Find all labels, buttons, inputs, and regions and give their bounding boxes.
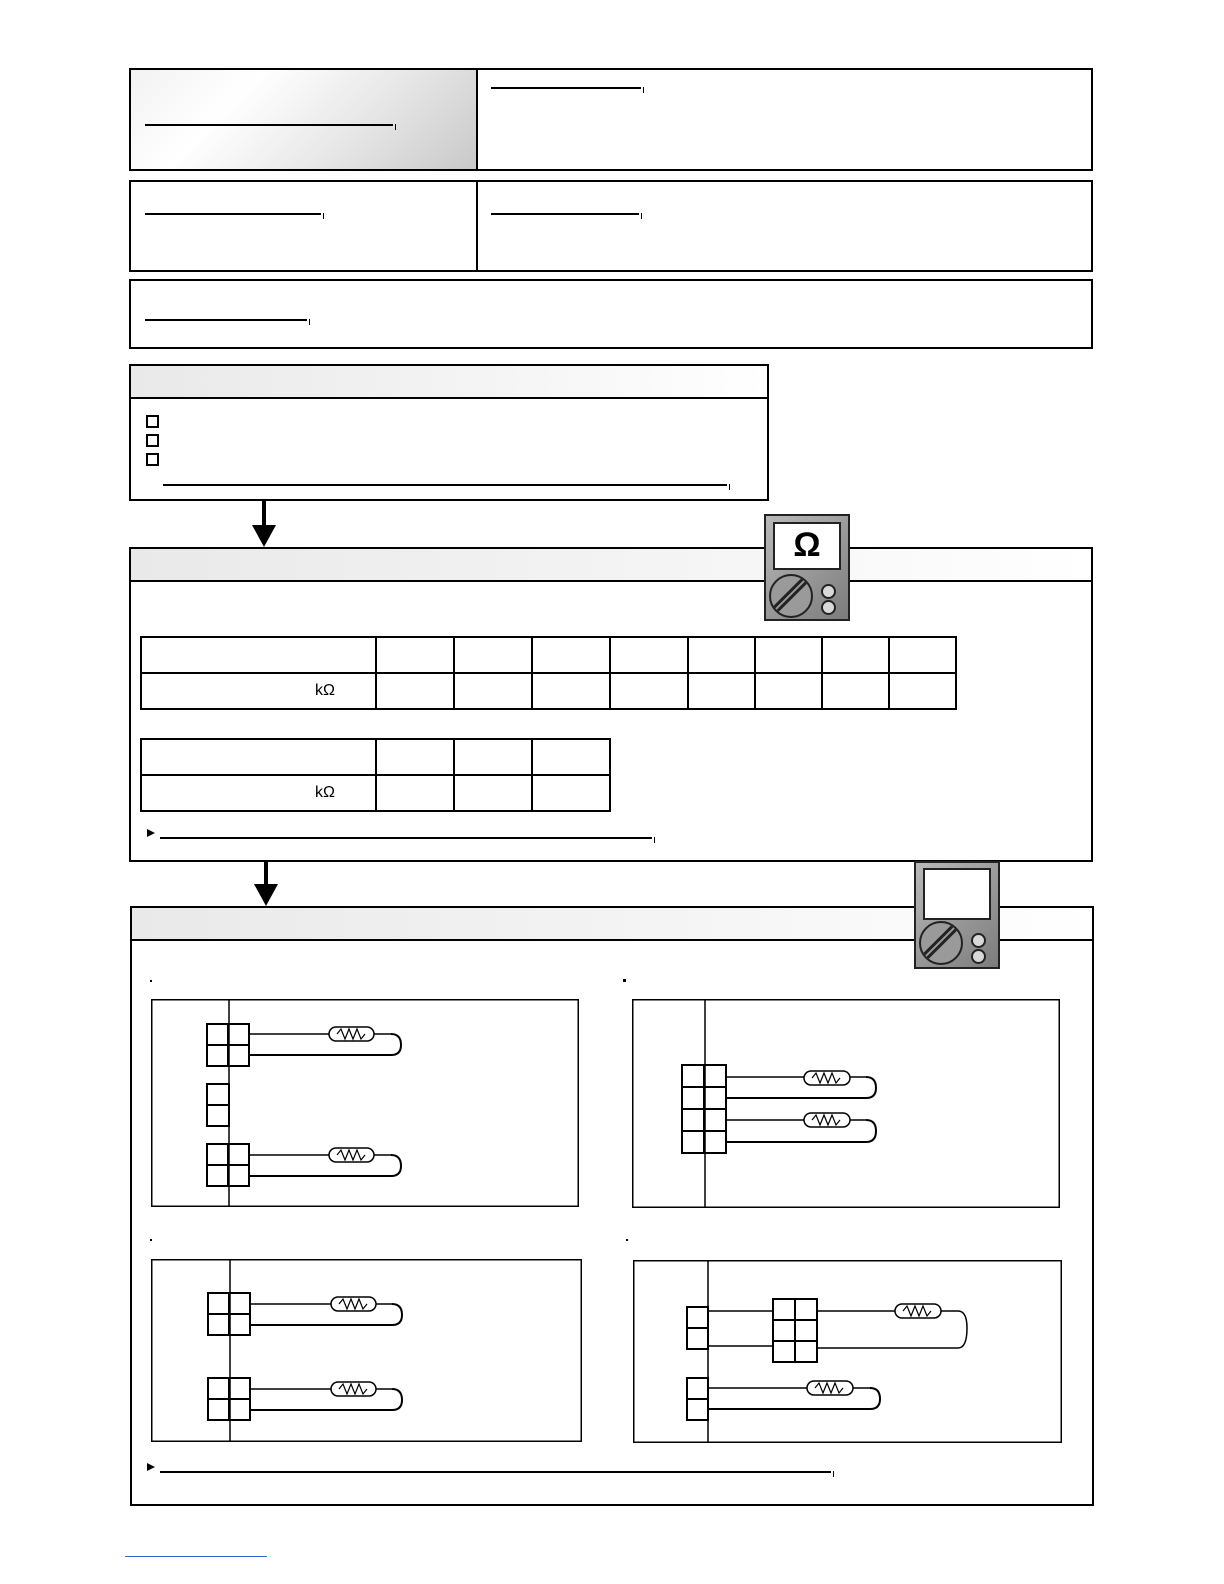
remarks-underline (145, 319, 307, 321)
title-underline (145, 124, 393, 126)
code-panel (476, 68, 1093, 171)
checkbox-icon (146, 415, 159, 428)
diagram-label-dot (626, 1239, 628, 1241)
possible-cause-header (131, 366, 767, 399)
outdoor-unit-panel (476, 180, 1093, 272)
diagram-label-dot (150, 980, 152, 982)
meter-jack (821, 584, 836, 599)
meter-jack (971, 949, 986, 964)
table-row (141, 673, 956, 709)
down-arrow-icon (264, 862, 268, 886)
multimeter-icon (914, 861, 1000, 969)
resistance-unit-label: kΩ (141, 673, 376, 709)
meter-jack (821, 600, 836, 615)
wiring-diagram-3 (151, 1259, 582, 1442)
resistance-note-underline (160, 837, 652, 839)
possible-cause-box (129, 364, 769, 501)
diagram-label-dot (623, 979, 626, 982)
page-link-underline[interactable] (125, 1556, 267, 1557)
table-row (141, 637, 956, 673)
down-arrow-head (254, 884, 278, 906)
indoor-unit-panel (129, 180, 478, 272)
wiring-diagram-2 (632, 999, 1060, 1208)
remarks-panel (129, 279, 1093, 349)
note-pointer-icon (147, 829, 155, 837)
table-row (141, 775, 610, 811)
note-pointer-icon (147, 1463, 155, 1471)
cause-underline (163, 484, 727, 486)
code-underline (491, 87, 641, 89)
meter-screen (923, 868, 991, 920)
ohm-symbol-icon: Ω (773, 522, 841, 570)
meter-dial (769, 574, 813, 618)
connection-note-underline (160, 1471, 831, 1473)
outdoor-underline (491, 213, 639, 215)
multimeter-icon (764, 514, 850, 621)
resistance-table-2 (140, 738, 611, 812)
indoor-underline (145, 213, 321, 215)
checkbox-icon (146, 453, 159, 466)
down-arrow-head (252, 525, 276, 547)
wiring-diagram-4 (633, 1260, 1062, 1443)
down-arrow-icon (262, 501, 266, 527)
resistance-unit-label: kΩ (141, 775, 376, 811)
table-row (141, 739, 610, 775)
wiring-diagram-1 (151, 999, 579, 1207)
meter-jack (971, 933, 986, 948)
meter-dial (919, 921, 963, 965)
diagram-label-dot (150, 1239, 152, 1241)
resistance-check-header (131, 549, 1091, 582)
resistance-table-1 (140, 636, 957, 710)
checkbox-icon (146, 434, 159, 447)
title-panel (129, 68, 478, 171)
